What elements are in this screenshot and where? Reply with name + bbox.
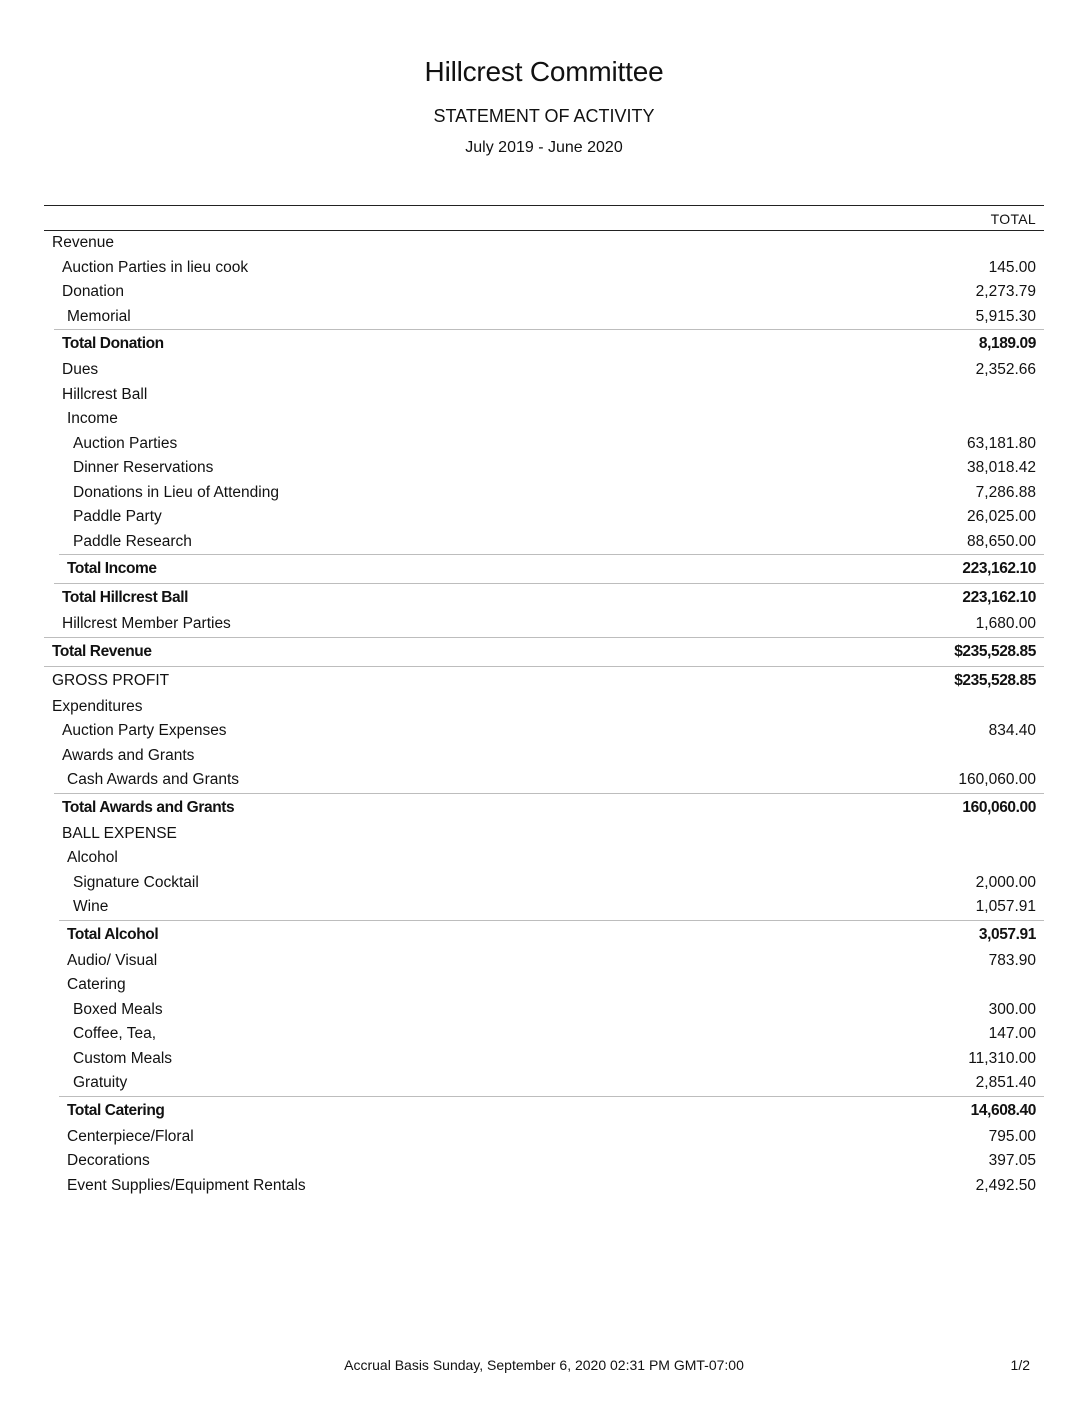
row-label: Total Income: [67, 560, 157, 577]
line-item-row: [44, 1174, 1044, 1199]
row-label: Hillcrest Member Parties: [62, 615, 231, 632]
row-label: Coffee, Tea,: [73, 1025, 157, 1042]
row-amount: 223,162.10: [962, 589, 1036, 606]
row-amount: 795.00: [988, 1127, 1036, 1145]
row-amount: $235,528.85: [954, 642, 1036, 660]
row-amount: 2,273.79: [975, 283, 1036, 300]
row-label: Awards and Grants: [62, 746, 195, 764]
row-amount: 147.00: [988, 1025, 1036, 1042]
line-item-row: [44, 456, 1044, 481]
line-item-row: [44, 358, 1044, 383]
total-row: [44, 793, 1044, 822]
row-label: Auction Parties: [73, 434, 178, 452]
row-amount: $235,528.85: [954, 671, 1036, 689]
row-amount: 2,851.40: [975, 1074, 1036, 1091]
total-row: [44, 666, 1044, 695]
row-label: Income: [67, 410, 118, 427]
row-label: Wine: [73, 898, 109, 915]
line-item-row: [44, 822, 1044, 847]
line-item-row: [44, 407, 1044, 432]
total-row: [44, 1096, 1044, 1125]
line-item-row: [44, 383, 1044, 408]
row-label: Boxed Meals: [73, 1000, 163, 1018]
row-label: Event Supplies/Equipment Rentals: [67, 1176, 306, 1194]
line-item-row: [44, 530, 1044, 555]
line-item-row: [44, 231, 1044, 256]
report-title: STATEMENT OF ACTIVITY: [433, 106, 655, 126]
row-label: Gratuity: [73, 1074, 128, 1091]
line-item-row: [44, 871, 1044, 896]
row-label: Total Donation: [62, 335, 164, 352]
row-label: Centerpiece/Floral: [67, 1127, 194, 1145]
line-item-row: [44, 973, 1044, 998]
line-item-row: [44, 949, 1044, 974]
row-amount: 8,189.09: [978, 335, 1036, 352]
total-row: [44, 329, 1044, 358]
row-label: Total Hillcrest Ball: [62, 589, 189, 606]
row-divider: [59, 554, 1044, 555]
row-label: Total Alcohol: [67, 925, 159, 943]
total-row: [44, 637, 1044, 666]
total-column-header: TOTAL: [990, 211, 1036, 227]
row-label: Cash Awards and Grants: [67, 771, 240, 788]
line-item-row: [44, 1071, 1044, 1096]
row-divider: [54, 583, 1044, 584]
column-header-row: [44, 205, 1044, 231]
line-item-row: [44, 719, 1044, 744]
row-label: Signature Cocktail: [73, 873, 199, 891]
line-item-row: [44, 505, 1044, 530]
line-item-row: [44, 1022, 1044, 1047]
row-amount: 160,060.00: [962, 798, 1036, 816]
row-label: Custom Meals: [73, 1049, 173, 1067]
row-amount: 2,000.00: [975, 873, 1036, 891]
line-item-row: [44, 768, 1044, 793]
line-item-row: [44, 998, 1044, 1023]
line-item-row: [44, 895, 1044, 920]
row-label: Paddle Party: [73, 508, 162, 525]
company-name: Hillcrest Committee: [424, 56, 664, 87]
row-label: Total Revenue: [52, 642, 152, 660]
row-divider: [54, 329, 1044, 330]
row-amount: 3,057.91: [978, 925, 1036, 943]
row-amount: 223,162.10: [962, 560, 1036, 577]
total-row: [44, 583, 1044, 612]
line-item-row: [44, 846, 1044, 871]
row-amount: 11,310.00: [968, 1049, 1036, 1067]
row-amount: 300.00: [988, 1000, 1036, 1018]
line-item-row: [44, 280, 1044, 305]
row-amount: 834.40: [988, 722, 1036, 739]
footer-basis-timestamp: Accrual Basis Sunday, September 6, 2020 02:31 PM GMT-07:00: [344, 1357, 744, 1373]
line-item-row: [44, 744, 1044, 769]
row-amount: 38,018.42: [967, 459, 1036, 476]
total-row: [44, 554, 1044, 583]
row-label: GROSS PROFIT: [52, 671, 170, 689]
row-amount: 2,352.66: [975, 361, 1036, 378]
row-label: Total Awards and Grants: [62, 798, 235, 816]
row-label: Memorial: [67, 307, 131, 325]
row-label: Paddle Research: [73, 532, 192, 550]
row-label: Auction Parties in lieu cook: [62, 258, 249, 276]
line-item-row: [44, 481, 1044, 506]
row-amount: 160,060.00: [958, 771, 1036, 788]
row-amount: 26,025.00: [967, 508, 1036, 525]
row-divider: [59, 1096, 1044, 1097]
line-item-row: [44, 1047, 1044, 1072]
row-divider: [44, 666, 1044, 667]
line-item-row: [44, 612, 1044, 637]
row-label: Total Catering: [67, 1101, 165, 1119]
row-amount: 88,650.00: [967, 532, 1036, 550]
row-amount: 5,915.30: [975, 307, 1036, 325]
report-period: July 2019 - June 2020: [465, 139, 623, 156]
row-divider: [59, 920, 1044, 921]
row-amount: 63,181.80: [967, 434, 1036, 452]
row-amount: 2,492.50: [975, 1176, 1036, 1194]
statement-rows: [44, 231, 1044, 1198]
row-divider: [54, 793, 1044, 794]
row-label: Hillcrest Ball: [62, 385, 148, 403]
line-item-row: [44, 1125, 1044, 1150]
row-label: Revenue: [52, 234, 115, 251]
row-amount: 783.90: [988, 951, 1036, 969]
line-item-row: [44, 432, 1044, 457]
row-divider: [44, 637, 1044, 638]
row-label: Audio/ Visual: [67, 951, 158, 969]
row-amount: 7,286.88: [975, 483, 1036, 501]
line-item-row: [44, 1149, 1044, 1174]
row-amount: 1,680.00: [975, 615, 1036, 632]
row-label: Dues: [62, 361, 99, 378]
line-item-row: [44, 305, 1044, 330]
row-label: Donations in Lieu of Attending: [73, 483, 279, 501]
row-label: Decorations: [67, 1152, 150, 1169]
total-row: [44, 920, 1044, 949]
page-number: 1/2: [1010, 1357, 1030, 1373]
statement-table: [44, 205, 1044, 1198]
row-label: Dinner Reservations: [73, 459, 214, 476]
row-label: Donation: [62, 283, 125, 300]
row-label: Expenditures: [52, 697, 143, 715]
row-amount: 145.00: [988, 258, 1036, 276]
row-label: BALL EXPENSE: [62, 824, 177, 842]
row-label: Auction Party Expenses: [62, 722, 227, 739]
line-item-row: [44, 695, 1044, 720]
row-label: Alcohol: [67, 849, 118, 866]
row-amount: 397.05: [988, 1152, 1036, 1169]
row-amount: 14,608.40: [970, 1101, 1036, 1119]
line-item-row: [44, 256, 1044, 281]
row-label: Catering: [67, 976, 126, 993]
row-amount: 1,057.91: [975, 898, 1036, 915]
